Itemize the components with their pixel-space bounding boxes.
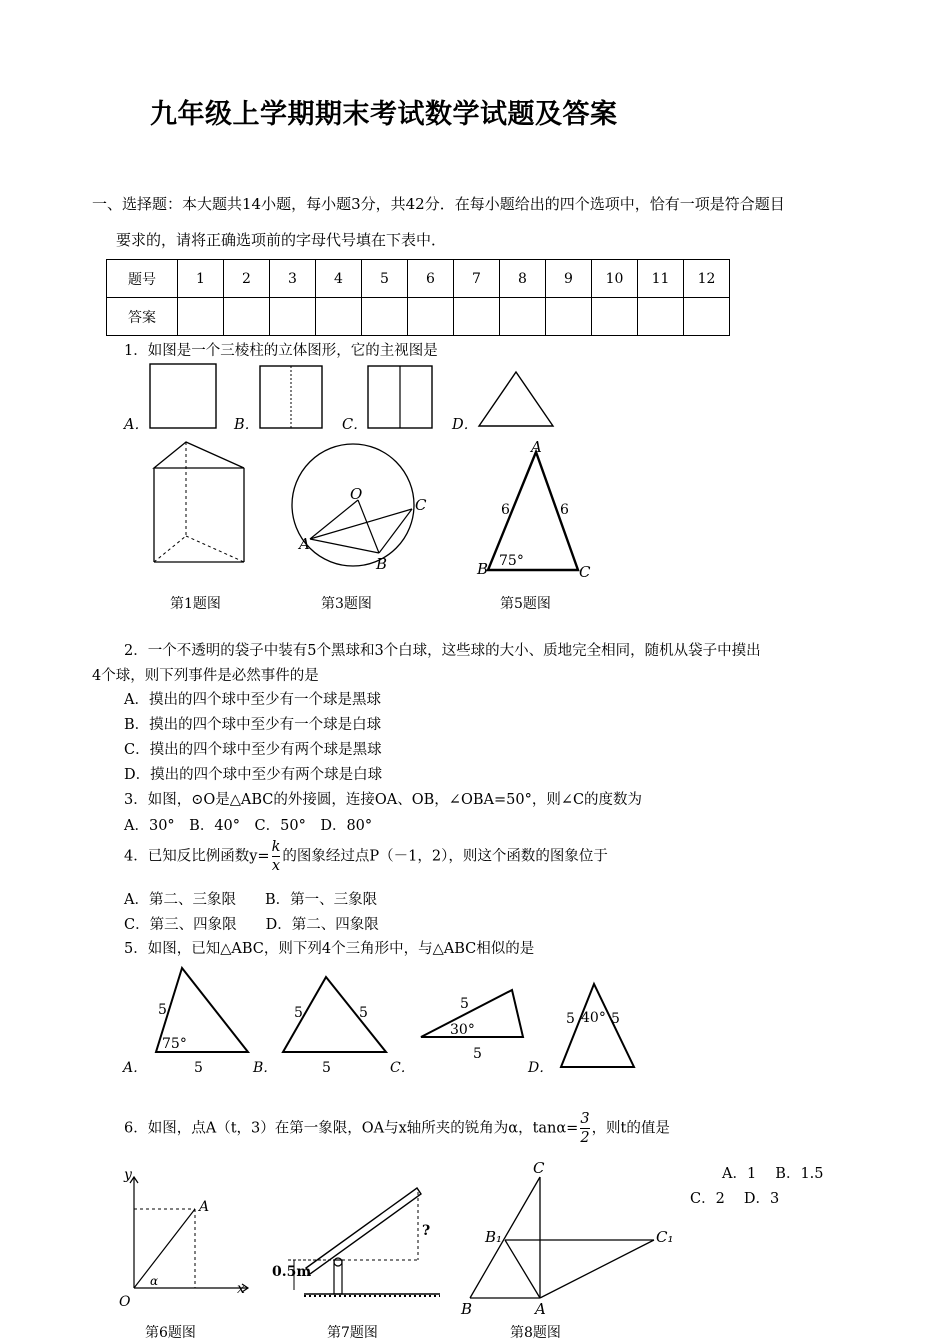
answer-cell[interactable] [454,298,500,336]
fig3-label-c: C [415,496,427,514]
fig6-caption: 第6题图 [145,1325,196,1341]
answer-cell[interactable] [592,298,638,336]
fig7-caption: 第7题图 [327,1325,378,1341]
q2-option-a: A．摸出的四个球中至少有一个球是黑球 [124,692,381,708]
q6-stem [124,1110,670,1147]
table-cell-number: 5 [362,260,408,298]
q2-line2: 4个球，则下列事件是必然事件的是 [92,668,319,684]
q2-option-b: B．摸出的四个球中至少有一个球是白球 [124,717,382,733]
q6-stem-a: 6．如图，点A（t，3）在第一象限，OA与x轴所夹的锐角为α，tanα= [124,1120,579,1137]
q2-option-d: D．摸出的四个球中至少有两个球是白球 [124,767,383,783]
table-header-answer: 答案 [107,298,178,336]
q4-stem [124,838,608,875]
q4-fraction-den: x [271,858,281,874]
answer-cell[interactable] [362,298,408,336]
q3-stem: 3．如图，⊙O是△ABC的外接圆，连接OA、OB，∠OBA=50°，则∠C的度数为 [124,792,643,808]
q1-option-figures [148,362,558,432]
fig5-label-b: B [477,560,489,578]
fig7-label-unknown: ? [422,1223,431,1239]
q4-stem-a: 4．已知反比例函数y= [124,848,270,865]
q5-option-c-side1: 5 [460,996,469,1012]
fig6-label-o: O [119,1294,131,1310]
q1-option-a-label: A． [124,417,149,433]
answer-cell[interactable] [546,298,592,336]
q5-option-a-side1: 5 [158,1002,167,1018]
q5-option-a-angle: 75° [162,1036,187,1052]
table-cell-number: 9 [546,260,592,298]
fig1-caption: 第1题图 [170,596,221,612]
q5-option-c-angle: 30° [450,1022,475,1038]
table-cell-number: 2 [224,260,270,298]
q5-option-b-side2: 5 [359,1005,368,1021]
page-title: 九年级上学期期末考试数学试题及答案 [150,99,618,130]
fig5-label-a: A [531,438,542,456]
q6-options-line2: C．2 D．3 [690,1191,780,1207]
section-heading-line1: 一、选择题：本大题共14小题，每小题3分，共42分．在每小题给出的四个选项中，恰有一项是符合题目 [92,195,785,213]
answer-cell[interactable] [408,298,454,336]
fig5-label-c: C [579,563,591,580]
fig5-caption: 第5题图 [500,596,551,612]
fig8-label-b1: B₁ [485,1228,503,1246]
fig7-label-height: 0.5m [272,1264,312,1280]
fig5-side-ac: 6 [560,502,569,518]
answer-cell[interactable] [178,298,224,336]
q6-fraction [580,1110,589,1147]
answer-cell[interactable] [224,298,270,336]
fig8-label-c: C [533,1159,545,1177]
fig8-triangles [458,1158,688,1318]
q6-fraction-den: 2 [580,1130,590,1146]
table-cell-number: 3 [270,260,316,298]
fig5-side-ab: 6 [501,502,510,518]
q5-option-a-label: A． [123,1060,148,1076]
fig8-caption: 第8题图 [510,1325,561,1341]
table-header-number: 题号 [107,260,178,298]
answer-table [106,259,730,336]
q5-option-b-label: B． [253,1060,278,1076]
q5-option-c-side2: 5 [473,1046,482,1062]
q4-options-line1: A．第二、三象限 B．第一、三象限 [124,892,378,908]
answer-table-row-numbers [107,260,730,298]
table-cell-number: 6 [408,260,454,298]
q1-option-d-triangle [479,372,553,426]
fig6-label-y: y [124,1167,132,1183]
q5-option-b-side1: 5 [294,1005,303,1021]
q5-option-d-side1: 5 [566,1011,575,1027]
answer-cell[interactable] [638,298,684,336]
answer-cell[interactable] [500,298,546,336]
table-cell-number: 4 [316,260,362,298]
fig3-label-o: O [350,485,363,503]
q1-option-d-label: D． [452,417,479,433]
fig7-seesaw [270,1178,450,1310]
q5-option-figures [120,960,650,1078]
fig3-label-a: A [299,535,310,553]
answer-cell[interactable] [316,298,362,336]
table-cell-number: 10 [592,260,638,298]
table-cell-number: 7 [454,260,500,298]
q4-fraction-num: k [271,839,281,855]
q4-fraction [272,838,281,875]
fig3-label-b: B [376,555,388,573]
q5-option-c-label: C． [390,1060,415,1076]
q5-option-b-side3: 5 [322,1060,331,1076]
fig3-caption: 第3题图 [321,596,372,612]
q1-option-c-label: C． [342,417,368,433]
q5-option-a-side2: 5 [194,1060,203,1076]
q5-option-d-label: D． [528,1060,554,1076]
q3-options: A．30° B．40° C．50° D．80° [124,818,373,834]
q5-stem: 5．如图，已知△ABC，则下列4个三角形中，与△ABC相似的是 [124,941,535,957]
q6-options-line1: A．1 B．1.5 [722,1166,824,1182]
answer-cell[interactable] [684,298,730,336]
fig6-label-a: A [199,1199,210,1215]
fig5-triangle [472,438,602,580]
fig8-label-c1: C₁ [656,1228,674,1246]
q1-stem: 1．如图是一个三棱柱的立体图形，它的主视图是 [124,343,438,359]
fig8-label-b: B [461,1300,473,1318]
fig5-angle-b: 75° [499,553,524,569]
fig6-label-alpha: α [150,1274,159,1288]
q4-stem-b: 的图象经过点P（－1，2），则这个函数的图象位于 [282,848,608,865]
q5-option-d-side2: 5 [611,1011,620,1027]
answer-table-row-answers [107,298,730,336]
q4-options-line2: C．第三、四象限 D．第二、四象限 [124,917,379,933]
q6-fraction-num: 3 [580,1111,590,1127]
q2-line1: 2．一个不透明的袋子中装有5个黑球和3个白球，这些球的大小、质地完全相同，随机从袋子中摸出 [124,643,761,659]
fig8-label-a: A [535,1300,546,1318]
table-cell-number: 11 [638,260,684,298]
table-cell-number: 12 [684,260,730,298]
q5-option-d-angle: 40° [581,1010,606,1026]
q6-stem-b: ，则t的值是 [591,1120,670,1137]
table-cell-number: 1 [178,260,224,298]
fig3-circle [290,436,440,574]
fig6-axes [110,1165,255,1310]
fig1-prism [146,438,246,566]
q1-option-a-square [150,364,216,428]
table-cell-number: 8 [500,260,546,298]
q1-option-b-label: B． [234,417,260,433]
section-heading-line2: 要求的，请将正确选项前的字母代号填在下表中． [116,231,447,249]
answer-cell[interactable] [270,298,316,336]
q2-option-c: C．摸出的四个球中至少有两个球是黑球 [124,742,382,758]
fig6-label-x: x [237,1281,245,1297]
